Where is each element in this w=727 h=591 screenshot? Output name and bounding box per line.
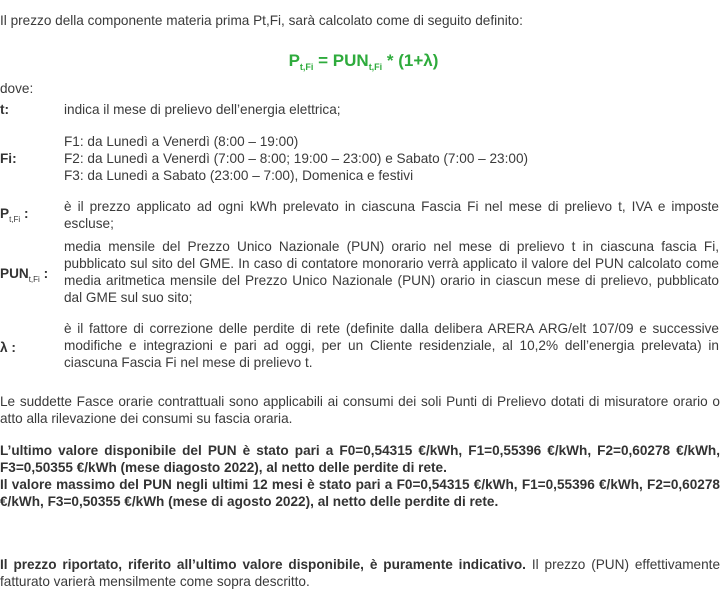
fascia-f3: F3: da Lunedì a Sabato (23:00 – 7:00), Domenica e festivi — [64, 168, 414, 183]
definition-term: Fi: — [0, 151, 17, 166]
formula-p-subscript: t,Fi — [299, 62, 314, 72]
term-p: P — [0, 206, 10, 221]
definition-term: t: — [0, 102, 10, 117]
definition-text: indica il mese di prelievo dell’energia elettrica; — [64, 102, 341, 117]
prezzo-indicativo-bold: Il prezzo riportato, riferito all’ultimo valore disponibile, è puramente indicativo. — [0, 557, 526, 572]
term-pun: PUN — [0, 266, 29, 281]
formula-equals-pun: = PUN — [313, 51, 369, 70]
paragraph-prezzo-indicativo — [0, 556, 720, 590]
term-p-subscript: t,Fi — [9, 215, 21, 224]
paragraph-valore-massimo: Il valore massimo del PUN negli ultimi 12 mesi è stato pari a F0=0,54315 €/kWh, F1=0,55396 €/kWh, F2=0,60278 €/kWh, F3=0,50355 €/kWh (mese di agosto 2022), al netto delle perdite di rete. — [0, 477, 720, 509]
prezzo-indicativo-text: Il prezzo (PUN) effettivamente fatturato varierà mensilmente come sopra descritto. — [0, 557, 721, 589]
price-formula — [0, 50, 727, 72]
fascia-f2: F2: da Lunedì a Venerdì (7:00 – 8:00; 19:00 – 23:00) e Sabato (7:00 – 23:00) — [64, 151, 529, 166]
term-pun-colon: : — [39, 266, 49, 281]
definition-text — [64, 133, 719, 184]
intro-text: Il prezzo della componente materia prima Pt,Fi, sarà calcolato come di seguito definito: — [0, 13, 523, 28]
paragraph-ultimo-valore: L’ultimo valore disponibile del PUN è stato pari a F0=0,54315 €/kWh, F1=0,55396 €/kWh, F2=0,60278 €/kWh, F3=0,50355 €/kWh (mese diagosto 2022), al netto delle perdite di rete. — [0, 443, 720, 475]
definition-text: media mensile del Prezzo Unico Nazionale (PUN) orario nel mese di prelievo t in ciascuna fascia Fi, pubblicato sul sito del GME. In caso di contatore monorario verrà applicato il valore del PUN calcolato come media aritmetica mensile del Prezzo Unico Nazionale (PUN) orario in ciascun mese di prelievo, pubblicato dal GME sul suo sito; — [64, 239, 719, 305]
term-p-colon: : — [20, 206, 29, 221]
formula-correction: * (1+λ) — [382, 51, 439, 70]
definition-text: è il prezzo applicato ad ogni kWh prelevato in ciascuna Fascia Fi nel mese di prelievo t, IVA e imposte escluse; — [64, 199, 719, 231]
definition-term — [0, 205, 29, 222]
definition-text: è il fattore di correzione delle perdite di rete (definite dalla delibera ARERA ARG/elt 107/09 e successive modifiche e integrazioni e pari ad oggi, per un Cliente residenziale, al 10,2% dell’energia prelevata) in ciascuna Fascia Fi nel mese di prelievo t. — [64, 321, 719, 370]
definition-term — [0, 265, 48, 282]
term-pun-subscript: t,Fi — [28, 275, 40, 284]
formula-pun-subscript: t,Fi — [368, 62, 383, 72]
fascia-f1: F1: da Lunedì a Venerdì (8:00 – 19:00) — [64, 134, 299, 149]
dove-label: dove: — [0, 81, 34, 96]
definition-term: λ : — [0, 340, 16, 355]
formula-p: P — [288, 51, 300, 70]
paragraph-fasce: Le suddette Fasce orarie contrattuali sono applicabili ai consumi dei soli Punti di Prelievo dotati di misuratore orario o atto alla rilevazione dei consumi su fascia oraria. — [0, 394, 720, 426]
